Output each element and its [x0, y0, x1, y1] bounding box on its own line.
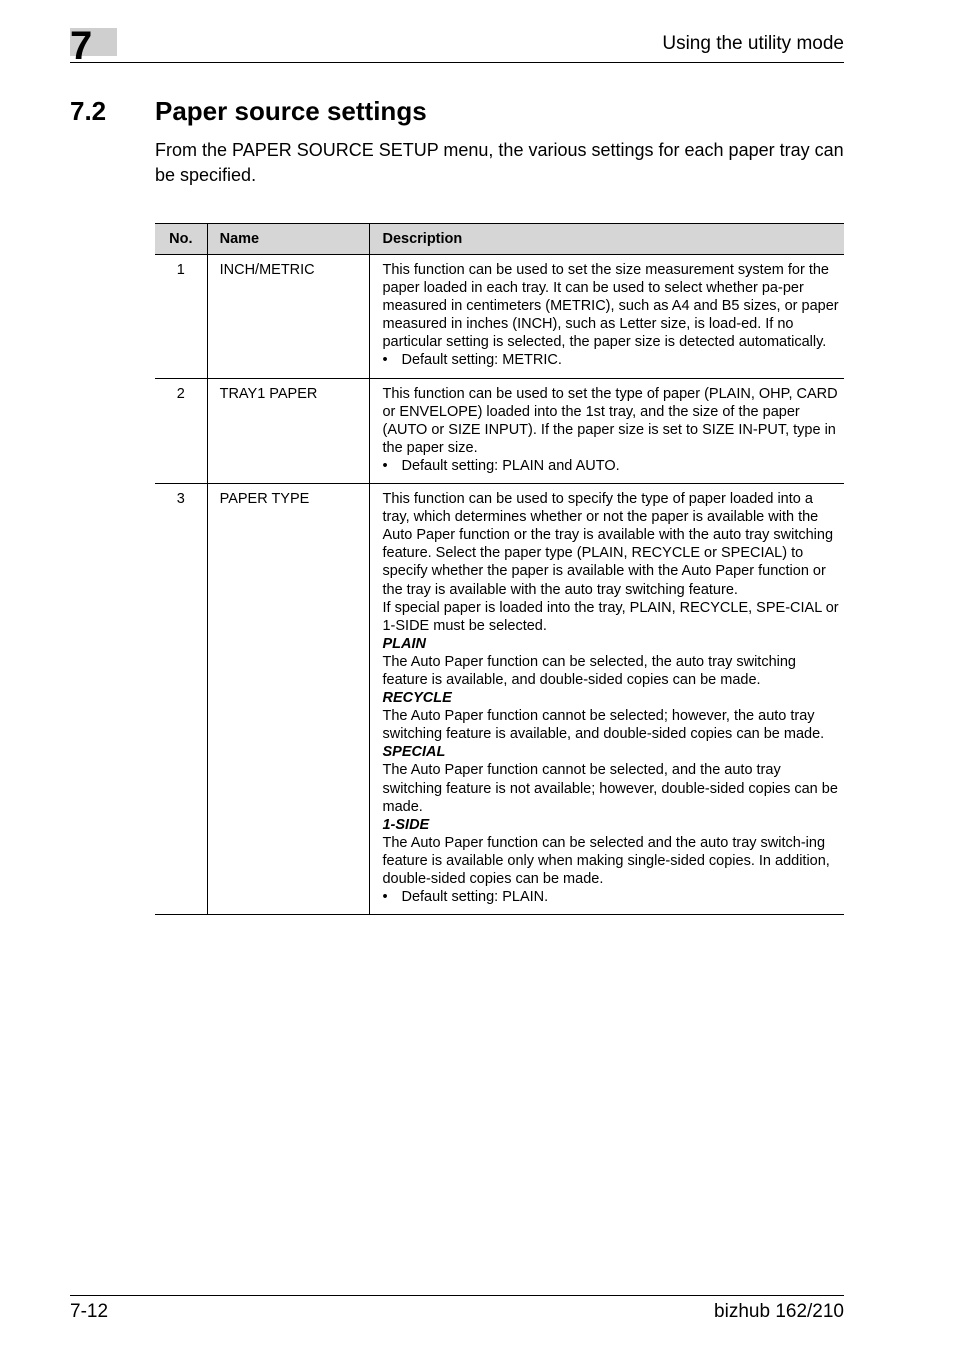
section-number: 7.2	[70, 96, 107, 126]
default-setting: • Default setting: PLAIN and AUTO.	[382, 457, 840, 475]
section-heading	[70, 94, 427, 128]
option-label-plain: PLAIN	[382, 635, 426, 652]
table-row	[155, 255, 844, 379]
description-text: This function can be used to specify the type of paper loaded into a tray, which determines whether or not the paper is available with the Auto Paper function or the tray is available with the auto tray switching feature. Select the paper type (PLAIN, RECYCLE or SPECIAL) to specify whether the paper is available with the Auto Paper function or the tray is available with the auto tray switching feature.	[382, 491, 834, 598]
row-name: PAPER TYPE	[207, 484, 370, 915]
option-text-plain: The Auto Paper function can be selected, the auto tray switching feature is available, and double-sided copies can be made.	[382, 653, 796, 688]
product-name: bizhub 162/210	[714, 1301, 844, 1322]
option-text-special: The Auto Paper function cannot be selected, and the auto tray switching feature is not available; however, double-sided copies can be made.	[382, 762, 838, 815]
table-header-row	[155, 224, 844, 255]
footer-rule	[70, 1295, 844, 1296]
row-description	[370, 378, 844, 483]
chapter-number: 7	[70, 24, 93, 68]
running-header: Using the utility mode	[662, 33, 844, 54]
row-number: 1	[155, 255, 207, 379]
column-header-name: Name	[207, 224, 370, 255]
default-setting: • Default setting: METRIC.	[382, 351, 840, 369]
table-row	[155, 484, 844, 915]
row-name: TRAY1 PAPER	[207, 378, 370, 483]
description-text-special-paper: If special paper is loaded into the tray, PLAIN, RECYCLE, SPE-CIAL or 1-SIDE must be selected.	[382, 599, 839, 634]
description-text: This function can be used to set the size measurement system for the paper loaded in each tray. It can be used to select whether pa-per measured in centimeters (METRIC), such as A4 and B5 sizes, or paper measured in inches (INCH), such as Letter size, is load-ed. If no particular setting is selected, the paper size is detected automatically.	[382, 262, 839, 351]
description-text: This function can be used to set the type of paper (PLAIN, OHP, CARD or ENVELOPE) loaded into the 1st tray, and the size of the paper (AUTO or SIZE INPUT). If the paper size is set to SIZE IN-PUT, type in the paper size.	[382, 385, 838, 456]
page-number: 7-12	[70, 1301, 109, 1322]
intro-paragraph: From the PAPER SOURCE SETUP menu, the various settings for each paper tray can be specified.	[155, 140, 844, 185]
column-header-description: Description	[370, 224, 844, 255]
row-name: INCH/METRIC	[207, 255, 370, 379]
option-label-1-side: 1-SIDE	[382, 816, 430, 833]
row-number: 3	[155, 484, 207, 915]
option-label-special: SPECIAL	[382, 744, 446, 761]
option-text-1-side: The Auto Paper function can be selected and the auto tray switch-ing feature is available only when making single-sided copies. In addition, double-sided copies can be made.	[382, 834, 830, 887]
row-description	[370, 255, 844, 379]
column-header-no: No.	[155, 224, 207, 255]
row-description	[370, 484, 844, 915]
option-text-recycle: The Auto Paper function cannot be selected; however, the auto tray switching feature is available, and double-sided copies can be made.	[382, 708, 825, 743]
option-label-recycle: RECYCLE	[382, 690, 452, 707]
default-setting: • Default setting: PLAIN.	[382, 888, 840, 906]
section-title: Paper source settings	[155, 96, 427, 126]
header-rule	[70, 62, 844, 63]
settings-table	[155, 223, 844, 915]
row-number: 2	[155, 378, 207, 483]
table-row	[155, 378, 844, 483]
